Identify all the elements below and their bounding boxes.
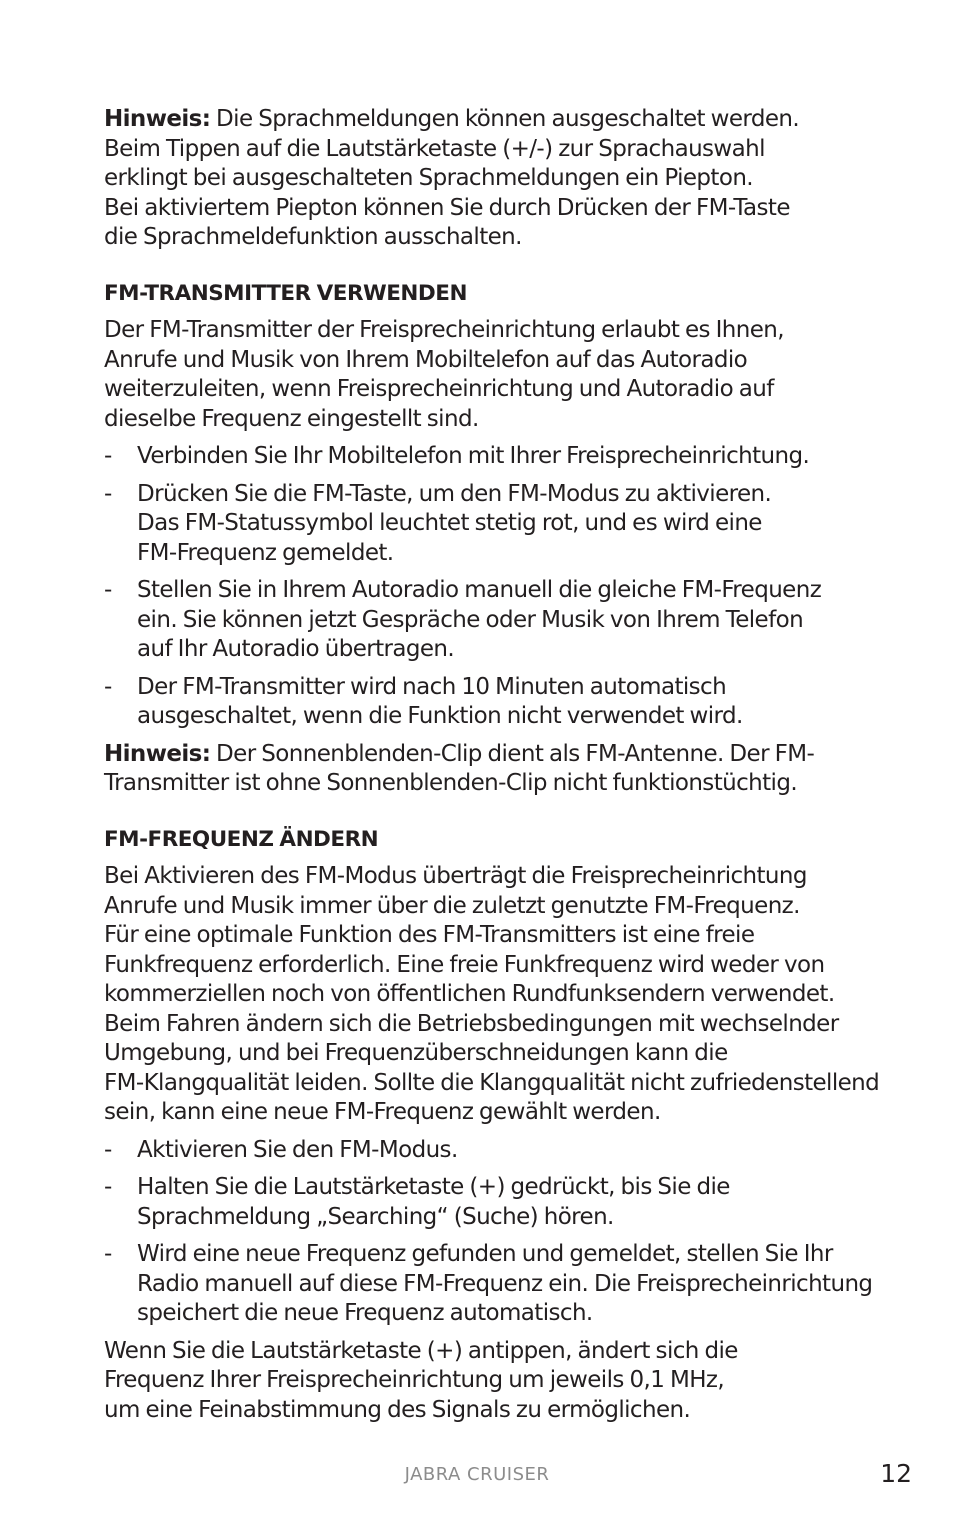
list-item: - Wird eine neue Frequenz gefunden und gemeldet, stellen Sie Ihr Radio manuell auf diese FM-Frequenz ein. Die Freisprecheinrichtung speichert die neue Frequenz automatisch. <box>104 1241 873 1326</box>
body-paragraph <box>104 862 880 1128</box>
list-item: - Der FM-Transmitter wird nach 10 Minuten automatisch ausgeschaltet, wenn die Funktion nicht verwendet wird. <box>104 673 743 729</box>
page-number: 12 <box>880 1459 912 1488</box>
bullet-list <box>104 1136 873 1329</box>
list-item: - Halten Sie die Lautstärketaste (+) gedrückt, bis Sie die Sprachmeldung „Searching“ (Suche) hören. <box>104 1174 730 1230</box>
body-line: Umgebung, und bei Frequenzüberschneidungen kann die <box>104 1040 728 1066</box>
note-line: die Sprachmeldefunktion ausschalten. <box>104 224 522 250</box>
note-line: Transmitter ist ohne Sonnenblenden-Clip nicht funktionstüchtig. <box>104 770 798 796</box>
body-line: kommerziellen noch von öffentlichen Rundfunksendern verwendet. <box>104 981 835 1007</box>
body-line: Beim Fahren ändern sich die Betriebsbedingungen mit wechselnder <box>104 1010 839 1037</box>
closing-paragraph <box>104 1337 864 1426</box>
body-line: Wenn Sie die Lautstärketaste (+) antippen, ändert sich die <box>104 1337 738 1364</box>
list-item: - Drücken Sie die FM-Taste, um den FM-Modus zu aktivieren. Das FM-Statussymbol leuchtet stetig rot, und es wird eine FM-Frequenz gemeldet. <box>104 480 772 566</box>
footer-brand: JABRA CRUISER <box>404 1464 550 1485</box>
body-line: FM-Klangqualität leiden. Sollte die Klangqualität nicht zufriedenstellend <box>104 1069 880 1096</box>
bullet-marker: - <box>104 480 112 507</box>
list-item: - Aktivieren Sie den FM-Modus. <box>104 1136 864 1166</box>
bullet-marker: - <box>104 1241 112 1267</box>
body-line: Der FM-Transmitter der Freisprecheinrichtung erlaubt es Ihnen, <box>104 317 784 343</box>
body-line: dieselbe Frequenz eingestellt sind. <box>104 405 479 432</box>
body-line: Für eine optimale Funktion des FM-Transmitters ist eine freie <box>104 922 755 948</box>
body-line: sein, kann eine neue FM-Frequenz gewählt werden. <box>104 1099 661 1125</box>
bullet-list <box>104 442 864 732</box>
body-line: um eine Feinabstimmung des Signals zu ermöglichen. <box>104 1396 691 1423</box>
body-line: Anrufe und Musik von Ihrem Mobiltelefon auf das Autoradio <box>104 346 748 373</box>
list-item: - Verbinden Sie Ihr Mobiltelefon mit Ihrer Freisprecheinrichtung. <box>104 442 864 472</box>
note-line: Beim Tippen auf die Lautstärketaste (+/-) zur Sprachauswahl <box>104 135 765 162</box>
note-line: erklingt bei ausgeschalteten Sprachmeldungen ein Piepton. <box>104 165 754 191</box>
bullet-marker: - <box>104 673 112 700</box>
body-line: Frequenz Ihrer Freisprecheinrichtung um jeweils 0,1 MHz, <box>104 1367 725 1393</box>
list-item: - Stellen Sie in Ihrem Autoradio manuell die gleiche FM-Frequenz ein. Sie können jetzt Gespräche oder Musik von Ihrem Telefon auf Ihr Autoradio übertragen. <box>104 577 822 662</box>
body-line: Anrufe und Musik immer über die zuletzt genutzte FM-Frequenz. <box>104 892 800 919</box>
note-paragraph <box>104 740 864 799</box>
body-line: Funkfrequenz erforderlich. Eine freie Funkfrequenz wird weder von <box>104 951 825 978</box>
document-page <box>104 105 880 1425</box>
body-line: weiterzuleiten, wenn Freisprecheinrichtung und Autoradio auf <box>104 376 774 402</box>
note-label: Hinweis: <box>104 740 211 767</box>
section-heading-fm-transmitter: FM-TRANSMITTER VERWENDEN <box>104 280 467 306</box>
intro-paragraph <box>104 316 864 434</box>
note-line: Bei aktiviertem Piepton können Sie durch Drücken der FM-Taste <box>104 194 790 221</box>
note-line: Hinweis: Die Sprachmeldungen können ausgeschaltet werden. <box>104 106 800 132</box>
note-line: Hinweis: Der Sonnenblenden-Clip dient als FM-Antenne. Der FM- <box>104 740 815 767</box>
bullet-marker: - <box>104 443 112 469</box>
bullet-marker: - <box>104 1136 112 1163</box>
note-paragraph <box>104 105 864 253</box>
bullet-marker: - <box>104 1174 112 1200</box>
body-line: Bei Aktivieren des FM-Modus überträgt die Freisprecheinrichtung <box>104 863 807 889</box>
section-heading-fm-frequency: FM-FREQUENZ ÄNDERN <box>104 826 379 852</box>
bullet-marker: - <box>104 577 112 603</box>
note-label: Hinweis: <box>104 106 211 132</box>
